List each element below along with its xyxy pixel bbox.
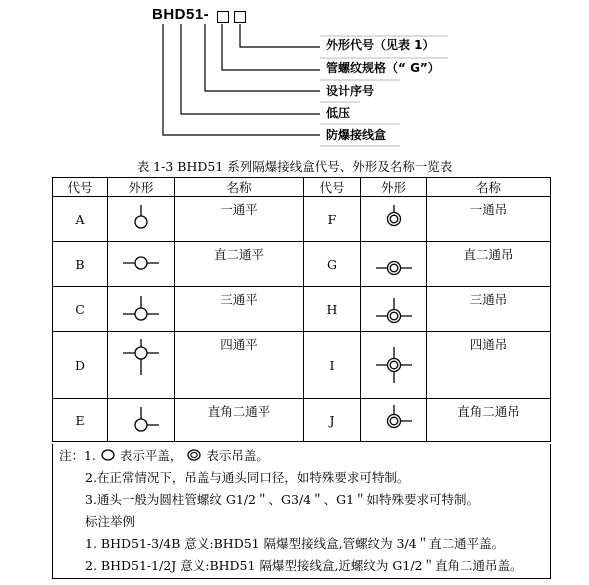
model-code: BHD51-: [152, 6, 210, 23]
header-code-right: 代号: [304, 178, 361, 197]
right-angle-two-way-hanging-icon: [370, 401, 418, 439]
header-shape-right: 外形: [361, 178, 427, 197]
label-junction-box: 防爆接线盒: [326, 128, 387, 142]
code-cell: H: [304, 287, 361, 332]
shape-cell: [108, 332, 175, 399]
name-cell: 四通吊: [427, 332, 551, 399]
code-cell: E: [53, 399, 108, 442]
code-cell: A: [53, 197, 108, 242]
note-1-prefix: 注：1.: [59, 448, 96, 463]
name-cell: 四通平: [175, 332, 304, 399]
label-design-no: 设计序号: [326, 84, 375, 98]
note-2: 2.在正常情况下，吊盖与通头同口径，如特殊要求可特制。: [85, 470, 410, 485]
note-1-flat-text: 表示平盖，: [119, 448, 183, 463]
code-cell: G: [304, 242, 361, 287]
shape-cell: [361, 332, 427, 399]
example-title: 标注举例: [85, 514, 136, 529]
notes-section: [52, 444, 551, 579]
label-shape-code: 外形代号（见表 1）: [326, 38, 435, 52]
table-row: [53, 242, 551, 287]
note-3: 3.通头一般为圆柱管螺纹 G1/2＂、G3/4＂、G1＂如特殊要求可特制。: [85, 492, 480, 507]
shape-cell: [108, 242, 175, 287]
table-row: [53, 287, 551, 332]
code-cell: B: [53, 242, 108, 287]
header-name-left: 名称: [175, 178, 304, 197]
shape-cell: [108, 287, 175, 332]
code-cell: F: [304, 197, 361, 242]
right-angle-two-way-flat-icon: [117, 401, 165, 439]
name-cell: 一通平: [175, 197, 304, 242]
header-code-left: 代号: [53, 178, 108, 197]
example-2: 2. BHD51-1/2J 意义:BHD51 隔爆型接线盒,近螺纹为 G1/2＂直角二通吊盖。: [85, 558, 523, 573]
header-shape-left: 外形: [108, 178, 175, 197]
name-cell: 直角二通平: [175, 399, 304, 442]
name-cell: 直角二通吊: [427, 399, 551, 442]
name-cell: 直二通平: [175, 242, 304, 287]
three-way-flat-icon: [117, 290, 165, 328]
table-header-row: [53, 178, 551, 197]
hanging-cover-icon: [186, 448, 202, 462]
note-1-hang-text: 表示吊盖。: [206, 448, 269, 463]
code-cell: I: [304, 332, 361, 399]
shape-cell: [361, 287, 427, 332]
shape-cell: [361, 242, 427, 287]
four-way-flat-icon: [117, 335, 165, 395]
table-caption: 表 1-3 BHD51 系列隔爆接线盒代号、外形及名称一览表: [136, 159, 453, 174]
table-row: [53, 332, 551, 399]
name-cell: 一通吊: [427, 197, 551, 242]
header-name-right: 名称: [427, 178, 551, 197]
one-way-flat-icon: [121, 201, 161, 237]
flat-cover-icon: [100, 448, 116, 462]
code-diagram-lines: [0, 0, 589, 160]
example-1: 1. BHD51-3/4B 意义:BHD51 隔爆型接线盒,管螺纹为 3/4＂直二通平盖。: [85, 536, 505, 551]
shape-cell: [361, 197, 427, 242]
name-cell: 三通平: [175, 287, 304, 332]
name-cell: 三通吊: [427, 287, 551, 332]
table-row: [53, 197, 551, 242]
shape-cell: [108, 399, 175, 442]
note-1: [59, 445, 269, 466]
designation-table: [52, 177, 551, 442]
straight-two-way-flat-icon: [117, 246, 165, 282]
code-cell: C: [53, 287, 108, 332]
label-thread-spec: 管螺纹规格（“ G”）: [326, 61, 440, 75]
shape-cell: [108, 197, 175, 242]
one-way-hanging-icon: [374, 201, 414, 237]
code-cell: D: [53, 332, 108, 399]
three-way-hanging-icon: [370, 290, 418, 328]
label-low-voltage: 低压: [326, 106, 351, 120]
code-cell: J: [304, 399, 361, 442]
four-way-hanging-icon: [370, 335, 418, 395]
table-row: [53, 399, 551, 442]
straight-two-way-hanging-icon: [370, 246, 418, 282]
shape-cell: [361, 399, 427, 442]
name-cell: 直二通吊: [427, 242, 551, 287]
